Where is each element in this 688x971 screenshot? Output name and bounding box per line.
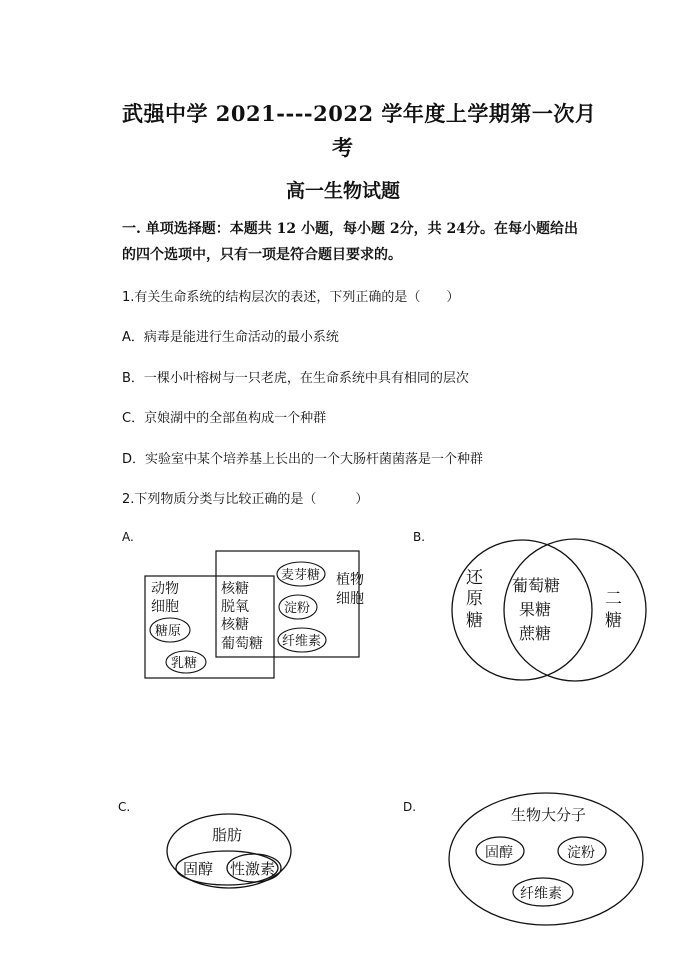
reducing-sugar-char-1: 还	[466, 568, 483, 588]
disaccharide-char-2: 糖	[605, 611, 622, 631]
exam-subtitle: 高一生物试题	[286, 180, 401, 202]
question-2-stem: 2.下列物质分类与比较正确的是（ ）	[122, 492, 369, 507]
figure-a-diagram	[145, 551, 364, 678]
reducing-sugar-char-2: 原	[466, 589, 483, 609]
figure-b-diagram	[452, 539, 646, 681]
figure-d-diagram	[449, 793, 643, 925]
starch-item-text: 淀粉	[567, 845, 595, 861]
maltose-text: 麦芽糖	[281, 568, 321, 583]
overlap-glucose: 葡萄糖	[512, 576, 561, 595]
exam-title-line1: 武强中学 2021----2022 学年度上学期第一次月	[122, 101, 597, 126]
glycogen-text: 糖原	[155, 624, 182, 639]
starch-text: 淀粉	[284, 601, 311, 616]
plant-cell-text-2: 细胞	[336, 591, 364, 607]
shared-text-2: 脱氧	[221, 599, 249, 615]
animal-cell-text-1: 动物	[151, 581, 179, 597]
figure-b-label: B.	[413, 530, 426, 544]
lactose-text: 乳糖	[171, 656, 198, 671]
question-1-option-c: C．京娘湖中的全部鱼构成一个种群	[122, 411, 327, 426]
overlap-sucrose: 蔗糖	[519, 624, 552, 643]
shared-text-3: 核糖	[221, 617, 249, 633]
question-1-option-a: A．病毒是能进行生命活动的最小系统	[122, 330, 339, 345]
section-heading-line1: 一. 单项选择题：本题共 12 小题，每小题 2分，共 24分。在每小题给出	[122, 221, 578, 237]
figure-c-label: C.	[118, 800, 131, 814]
question-1-option-b: B．一棵小叶榕树与一只老虎，在生命系统中具有相同的层次	[122, 371, 469, 386]
sterol-item-text: 固醇	[485, 845, 513, 861]
cellulose-text: 纤维素	[282, 634, 322, 649]
shared-text-1: 核糖	[221, 581, 249, 597]
shared-text-4: 葡萄糖	[221, 636, 263, 652]
disaccharide-char-1: 二	[605, 589, 622, 609]
figure-d-label: D.	[403, 800, 417, 814]
figure-a-label: A.	[122, 530, 134, 544]
macromolecule-text: 生物大分子	[511, 806, 587, 824]
figure-c-diagram	[167, 814, 291, 888]
question-1-stem: 1.有关生命系统的结构层次的表述，下列正确的是（ ）	[122, 290, 460, 305]
sterol-text: 固醇	[183, 860, 214, 878]
plant-cell-text-1: 植物	[336, 572, 364, 588]
sex-hormone-text: 性激素	[230, 860, 276, 878]
fat-text: 脂肪	[212, 826, 243, 844]
cellulose-item-text: 纤维素	[520, 886, 562, 902]
exam-title-line2: 考	[332, 135, 354, 160]
section-heading-line2: 的四个选项中，只有一项是符合题目要求的。	[122, 247, 402, 263]
overlap-fructose: 果糖	[519, 600, 552, 619]
reducing-sugar-char-3: 糖	[466, 611, 483, 631]
animal-cell-text-2: 细胞	[151, 599, 179, 615]
question-1-option-d: D．实验室中某个培养基上长出的一个大肠杆菌菌落是一个种群	[122, 452, 484, 467]
